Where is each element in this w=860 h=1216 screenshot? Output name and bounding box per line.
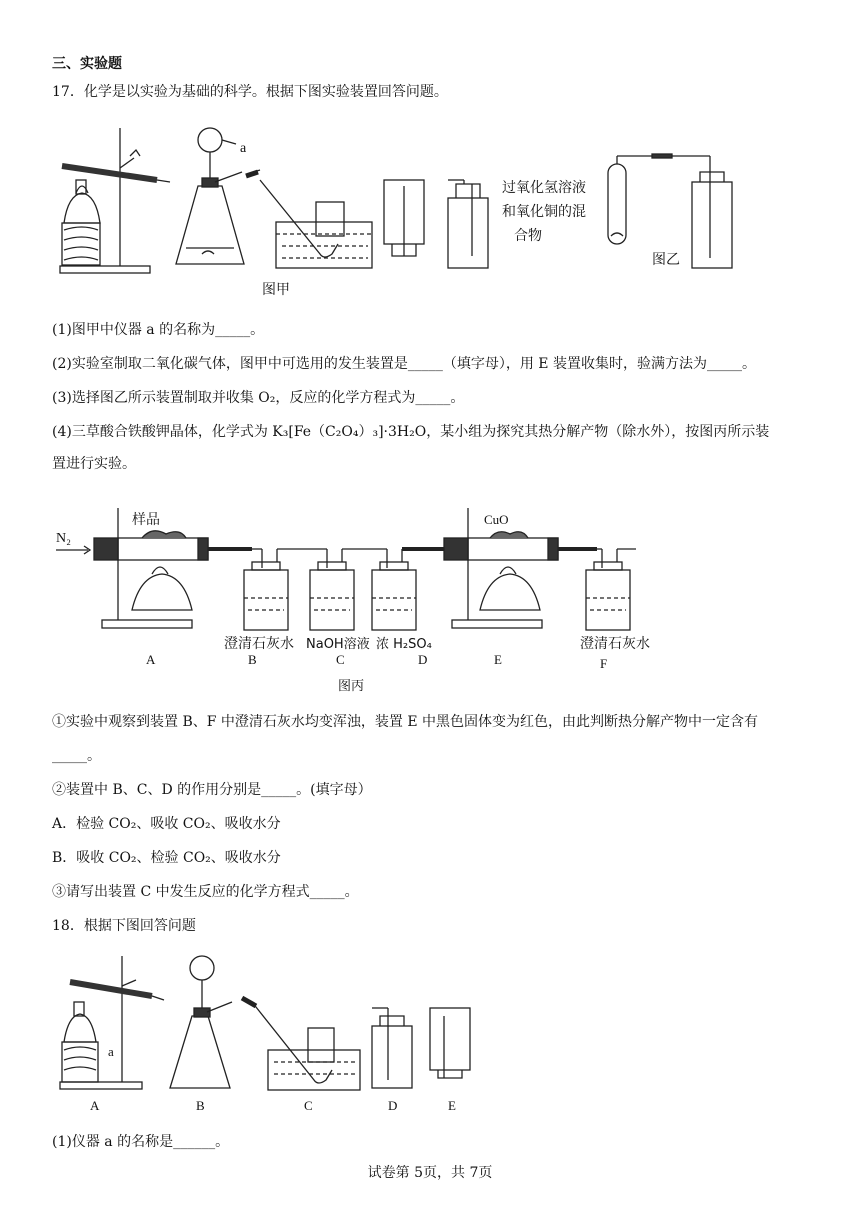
apparatus-flask-funnel — [176, 128, 244, 264]
page-footer: 试卷第 5页，共 7页 — [367, 1165, 493, 1181]
yi-text-2: 和氧化铜的混 — [502, 204, 586, 220]
q18-part1: (1)仪器 a 的名称是______。 — [52, 1134, 230, 1150]
q17-part1: (1)图甲中仪器 a 的名称为_____。 — [52, 322, 265, 338]
q18-letter-d: D — [388, 1098, 398, 1113]
label-sample: 样品 — [132, 512, 160, 528]
label-d-reagent: 浓 H₂SO₄ — [376, 637, 432, 652]
figure-jia-yi — [52, 118, 772, 303]
q18-apparatus-b — [170, 956, 232, 1088]
q18-stem: 18．根据下图回答问题 — [52, 918, 196, 934]
q18-label-a: a — [108, 1044, 114, 1059]
caption-jia: 图甲 — [262, 282, 290, 298]
q18-apparatus-c — [242, 998, 360, 1090]
q18-apparatus-a — [60, 956, 164, 1089]
apparatus-yi — [608, 154, 732, 268]
letter-f: F — [600, 656, 608, 671]
q18-letter-e: E — [448, 1098, 456, 1113]
label-a: a — [240, 141, 247, 156]
apparatus-gas-bottle — [448, 180, 488, 268]
q18-apparatus-d — [372, 1008, 412, 1088]
q18-apparatus-e — [430, 1008, 470, 1078]
label-b-reagent: 澄清石灰水 — [224, 636, 294, 652]
letter-b: B — [248, 652, 257, 667]
label-f-reagent: 澄清石灰水 — [580, 636, 650, 652]
yi-text-3: 合物 — [514, 228, 542, 244]
q17-sub1-line2: _____。 — [52, 748, 101, 764]
bottle-d — [372, 562, 416, 630]
q17-part3: (3)选择图乙所示装置制取并收集 O₂，反应的化学方程式为_____。 — [52, 390, 465, 406]
q17-sub3: ③请写出装置 C 中发生反应的化学方程式_____。 — [52, 884, 359, 900]
apparatus-water-trough — [246, 170, 372, 268]
q18-letter-c: C — [304, 1098, 313, 1113]
yi-text-1: 过氧化氢溶液 — [502, 180, 586, 196]
q18-letter-a: A — [90, 1098, 100, 1113]
label-c-reagent: NaOH溶液 — [306, 637, 370, 652]
q17-part2: (2)实验室制取二氧化碳气体，图甲中可选用的发生装置是_____（填字母），用 E 装置收集时，验满方法为_____。 — [52, 356, 756, 372]
q17-sub2: ②装置中 B、C、D 的作用分别是_____。(填字母） — [52, 782, 372, 798]
q17-part4-line1: (4)三草酸合铁酸钾晶体，化学式为 K₃[Fe（C₂O₄）₃]·3H₂O，某小组为探究其热分解产物（除水外），按图丙所示装 — [52, 424, 770, 440]
letter-e: E — [494, 652, 502, 667]
q17-sub1-line1: ①实验中观察到装置 B、F 中澄清石灰水均变浑浊，装置 E 中黑色固体变为红色，由此判断热分解产物中一定含有 — [52, 714, 759, 730]
q17-option-a: A．检验 CO₂、吸收 CO₂、吸收水分 — [52, 816, 281, 832]
bottle-b — [244, 562, 288, 630]
apparatus-heating-tube — [60, 128, 170, 273]
bottle-f — [586, 562, 630, 630]
caption-yi: 图乙 — [652, 252, 680, 268]
label-n2: N₂ — [56, 531, 71, 546]
q17-option-b: B．吸收 CO₂、检验 CO₂、吸收水分 — [52, 850, 281, 866]
q17-stem: 17．化学是以实验为基础的科学。根据下图实验装置回答问题。 — [52, 84, 448, 100]
caption-bing: 图丙 — [338, 679, 365, 694]
figure-q18 — [52, 946, 492, 1116]
letter-c: C — [336, 652, 345, 667]
label-cuo: CuO — [484, 512, 509, 527]
q18-letter-b: B — [196, 1098, 205, 1113]
figure-bing — [52, 498, 772, 698]
letter-a: A — [146, 652, 156, 667]
bottle-c — [310, 562, 354, 630]
apparatus-downward-bottle — [384, 180, 424, 256]
q17-part4-line2: 置进行实验。 — [52, 456, 136, 472]
letter-d: D — [418, 652, 428, 667]
section-title: 三、实验题 — [52, 56, 122, 72]
